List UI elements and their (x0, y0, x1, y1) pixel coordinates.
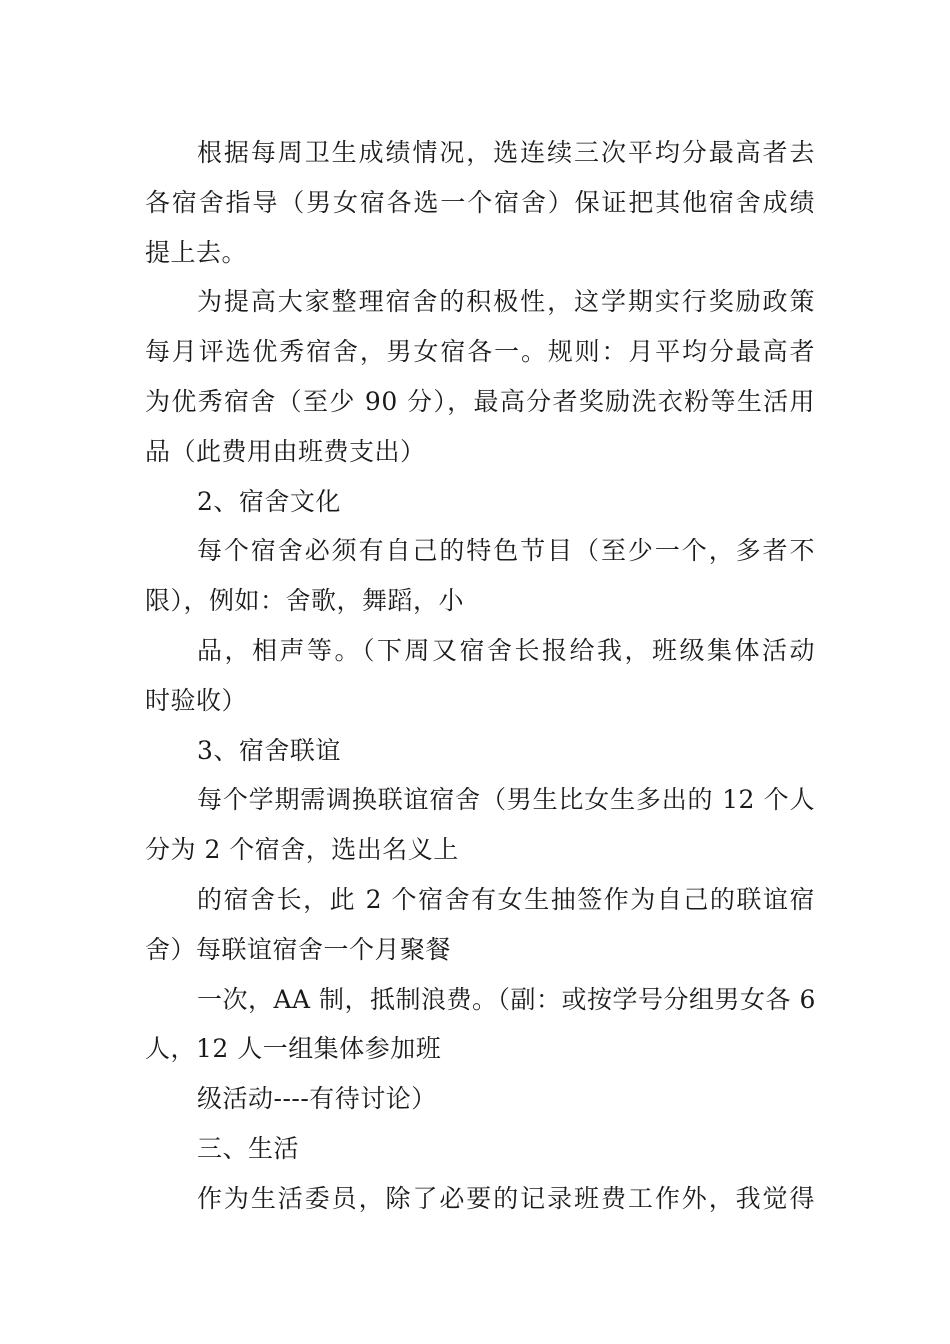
paragraph-line: 限），例如：舍歌，舞蹈，小 (145, 586, 465, 616)
paragraph-line: 舍）每联谊宿舍一个月聚餐 (145, 934, 452, 964)
paragraph-line: 时验收） (145, 685, 248, 715)
paragraph-line: 提上去。 (145, 237, 248, 267)
section-heading: 2、宿舍文化 (197, 486, 341, 516)
document-body (145, 128, 815, 1224)
paragraph-line: 每月评选优秀宿舍，男女宿各一。规则：月平均分最高者 (145, 337, 815, 367)
paragraph-line: 的宿舍长，此 2 个宿舍有女生抽签作为自己的联谊宿 (197, 884, 815, 914)
paragraph-line: 品，相声等。（下周又宿舍长报给我，班级集体活动 (197, 635, 815, 665)
paragraph-line: 每个学期需调换联谊宿舍（男生比女生多出的 12 个人 (197, 785, 815, 815)
section-heading: 三、生活 (197, 1133, 300, 1163)
paragraph-line: 人，12 人一组集体参加班 (145, 1034, 442, 1064)
paragraph-line: 一次，AA 制，抵制浪费。（副：或按学号分组男女各 6 (197, 984, 816, 1014)
paragraph-line: 为优秀宿舍（至少 90 分），最高分者奖励洗衣粉等生活用 (145, 386, 815, 416)
section-heading: 3、宿舍联谊 (197, 735, 341, 765)
paragraph-line: 品（此费用由班费支出） (145, 436, 426, 466)
paragraph-line: 为提高大家整理宿舍的积极性，这学期实行奖励政策 (197, 287, 815, 317)
paragraph-line: 各宿舍指导（男女宿各选一个宿舍）保证把其他宿舍成绩 (145, 187, 815, 217)
paragraph-line: 每个宿舍必须有自己的特色节目（至少一个，多者不 (197, 536, 815, 566)
paragraph-line: 分为 2 个宿舍，选出名义上 (145, 835, 459, 865)
paragraph-line: 作为生活委员，除了必要的记录班费工作外，我觉得 (197, 1183, 815, 1213)
paragraph-line: 级活动----有待讨论） (197, 1084, 437, 1114)
paragraph-line: 根据每周卫生成绩情况，选连续三次平均分最高者去 (197, 138, 815, 167)
